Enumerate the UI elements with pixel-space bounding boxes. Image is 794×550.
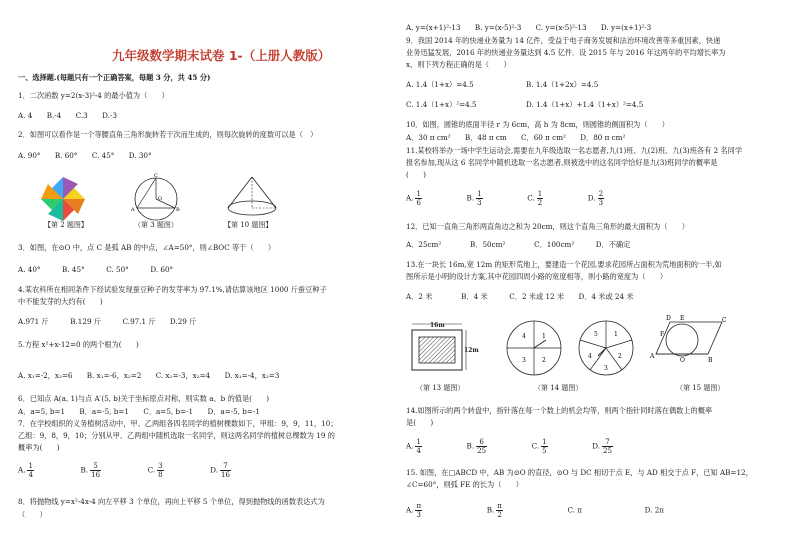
- q11-options: A. $\frac{1}{6}$ B. $\frac{1}{3}$ C. $\frac{1}{2}$ D. $\frac{2}{3}$: [406, 190, 604, 207]
- figure-q3-caption: （第 3 题图）: [134, 221, 178, 229]
- q15-options: A. $\frac{\pi}{3}$ B. $\frac{\pi}{2}$ C. π D. 2π: [406, 502, 665, 519]
- q9-option-c: C. 1.4（1+x）²=4.5: [406, 100, 477, 109]
- spinner-right-2: 2: [618, 353, 622, 360]
- fig13-label-side: 12m: [464, 347, 479, 354]
- q9-line1: 9．我国 2014 年的快递业务量为 14 亿件，受益于电子商务发展和法治环境改善等多重因素，快递: [406, 36, 721, 45]
- q11-line2: 报名参加,现从这 6 名同学中随机选取一名志愿者,则被选中的这名同学恰好是九(3)班同学的概率是: [406, 158, 718, 167]
- fig3-label-c: C: [154, 173, 158, 179]
- q12-options: A．25cm² B．50cm² C．100cm² D．不确定: [406, 240, 631, 249]
- figure-q15-parallelogram: [650, 314, 726, 380]
- figure-q10-caption: 【第 10 题图】: [224, 221, 273, 229]
- q9-line3: x，则下列方程正确的是（ ）: [406, 60, 511, 69]
- fig13-label-top: 16m: [430, 322, 445, 329]
- q4-options: A.971 斤 B.129 斤 C.97.1 斤 D.29 斤: [18, 317, 197, 326]
- figure-q13-caption: （第 13 题图）: [416, 384, 465, 392]
- q7-options: A. $\frac{1}{4}$ B. $\frac{5}{16}$ C. $\frac{3}{8}$ D. $\frac{7}{16}$: [18, 462, 230, 479]
- fig15-label-e: E: [680, 315, 685, 322]
- figure-q2-caption: 【第 2 题图】: [44, 221, 88, 229]
- q14-options: A. $\frac{1}{4}$ B. $\frac{6}{25}$ C. $\frac{1}{5}$ D. $\frac{7}{25}$: [406, 438, 612, 455]
- q13-line1: 13.在一块长 16m,宽 12m 的矩形荒地上，要建造一个花园,要求花园所占面积为荒地面积的一半,如: [406, 260, 722, 269]
- q10-text: 10．如图，圆锥的底面半径 r 为 6cm，高 h 为 8cm，则圆锥的侧面积为（ ）: [406, 120, 669, 129]
- q13-options: A．2 米 B．4 米 C．2 米或 12 米 D．4 米或 24 米: [406, 292, 634, 301]
- spinner-right-1: 1: [614, 331, 618, 338]
- q12-text: 12．已知一直角三角形两直角边之和为 20cm，则这个直角三角形的最大面积为（ ）: [406, 222, 689, 231]
- fig15-label-f: F: [660, 331, 665, 338]
- q4-line1: 4.某农科所在相同条件下经试验发现蚕豆种子的发芽率为 97.1%,请估算该地区 1000 斤蚕豆种子: [18, 285, 327, 294]
- q15-line2: ∠C=60°，则弧 FE 的长为（ ）: [406, 480, 523, 489]
- q3-text: 3．如图，在⊙O 中，点 C 是弧 AB 的中点，∠A=50°，则∠BOC 等于（ ）: [18, 243, 276, 252]
- q2-text: 2．如图可以看作是一个等腰直角三角形旋转若干次而生成的，则每次旋转的度数可以是（ ）: [18, 130, 318, 139]
- figure-q15-caption: （第 15 题图）: [676, 384, 725, 392]
- q13-line2: 图所示是小明的设计方案,其中花园四周小路的宽度相等，则小路的宽度为（ ）: [406, 272, 668, 281]
- figure-q10-cone: [222, 174, 282, 220]
- q1-text: 1．二次函数 y=2(x-3)²-4 的最小值为（ ）: [18, 91, 169, 100]
- fig15-label-c: C: [722, 317, 727, 324]
- q1-options: A. 4 B.-4 C.3 D.-3: [18, 111, 117, 120]
- q14-line1: 14.如图所示的两个转盘中，指针落在每一个数上的机会均等，则两个指针同时落在偶数上的概率: [406, 406, 713, 415]
- q7-line1: 7．在学校组织的义务植树活动中，甲、乙两组各四名同学的植树棵数如下，甲组：9，9，11，10；: [18, 419, 338, 428]
- q10-options: A．30 π cm² B．48 π cm C．60 π cm² D．80 π cm²: [406, 133, 626, 142]
- q4-line2: 中不能发芽的大约有( ): [18, 297, 103, 306]
- q14-line2: 是( ): [406, 418, 434, 427]
- page-title: 九年级数学期末试卷 1-（上册人教版）: [112, 48, 331, 63]
- fig3-label-b: B: [176, 207, 180, 213]
- figure-q2-pinwheel: [38, 174, 88, 224]
- q9-option-d: D. 1.4（1+x）+1.4（1+x）²=4.5: [526, 100, 644, 109]
- q9-option-b: B. 1.4（1+2x）=4.5: [526, 80, 599, 89]
- figure-q14-caption: （第 14 题图）: [534, 384, 583, 392]
- q9-option-a: A. 1.4（1+x）=4.5: [406, 80, 474, 89]
- spinner-left-4: 4: [522, 333, 526, 340]
- fig15-label-b: B: [708, 357, 713, 364]
- spinner-left-3: 3: [522, 357, 526, 364]
- spinner-right-5: 5: [594, 331, 598, 338]
- q6-options: A．a=5, b=1 B．a=-5, b=1 C．a=5, b=-1 D．a=-5, b=-1: [18, 407, 260, 416]
- fig15-label-a: A: [650, 353, 655, 360]
- q5-text: 5.方程 x²+x-12=0 的两个根为( ): [18, 340, 139, 349]
- spinner-right-3: 3: [604, 365, 608, 372]
- q15-line1: 15. 如图，在□ABCD 中，AB 为⊙O 的直径，⊙O 与 DC 相切于点 E，与 AD 相交于点 F，已知 AB=12，: [406, 468, 753, 477]
- spinner-left-2: 2: [542, 357, 546, 364]
- q11-line1: 11.某校将举办一场中学生运动会,需要在九年级选取一名志愿者,九(1)班、九(2)班、九(3)班各有 2 名同学: [406, 146, 743, 155]
- q2-options: A. 90° B. 60° C. 45° D. 30°: [18, 151, 152, 160]
- q5-options: A. x₁=-2，x₂=6 B. x₁=-6，x₂=2 C. x₁=-3，x₂=4 D. x₁=-4，x₂=3: [18, 371, 280, 380]
- fig15-label-d: D: [666, 315, 671, 322]
- q11-line3: ( ): [406, 170, 426, 179]
- figure-q13-garden: [410, 318, 480, 376]
- q7-line3: 概率为( ): [18, 443, 60, 452]
- fig3-label-a: A: [131, 207, 135, 213]
- section-heading: 一、选择题.(每题只有一个正确答案，每题 3 分，共 45 分): [18, 73, 211, 82]
- q6-text: 6．已知点 A(a, 1)与点 A′(5, b)关于坐标原点对称，则实数 a、b 的值是( ): [18, 394, 270, 403]
- q9-line2: 业务迅猛发展，2016 年的快递业务量达到 4.5 亿件．设 2015 年与 2016 年这两年的平均增长率为: [406, 48, 726, 57]
- figure-q14-spinners: [502, 316, 642, 378]
- figure-q3-circle: [130, 172, 182, 224]
- q8-options: A. y=(x+1)²-13 B. y=(x-5)²-3 C. y=(x-5)²-13 D. y=(x+1)²-3: [406, 23, 652, 32]
- right-column: [406, 0, 786, 550]
- q7-line2: 乙组：9，8，9，10；分别从甲、乙两组中随机选取一名同学，则这两名同学的植树总棵数为 19 的: [18, 431, 335, 440]
- spinner-left-1: 1: [542, 333, 546, 340]
- q3-options: A. 40° B. 45° C. 50° D. 60°: [18, 265, 174, 274]
- q8-line2: （ ）: [18, 510, 47, 519]
- q8-line1: 8．将抛物线 y=x²-4x-4 向左平移 3 个单位，再向上平移 5 个单位，得到抛物线的函数表达式为: [18, 497, 325, 506]
- left-column: [12, 0, 392, 550]
- fig15-label-o: O: [680, 357, 685, 364]
- spinner-right-4: 4: [588, 353, 592, 360]
- fig3-label-o: O: [158, 196, 163, 202]
